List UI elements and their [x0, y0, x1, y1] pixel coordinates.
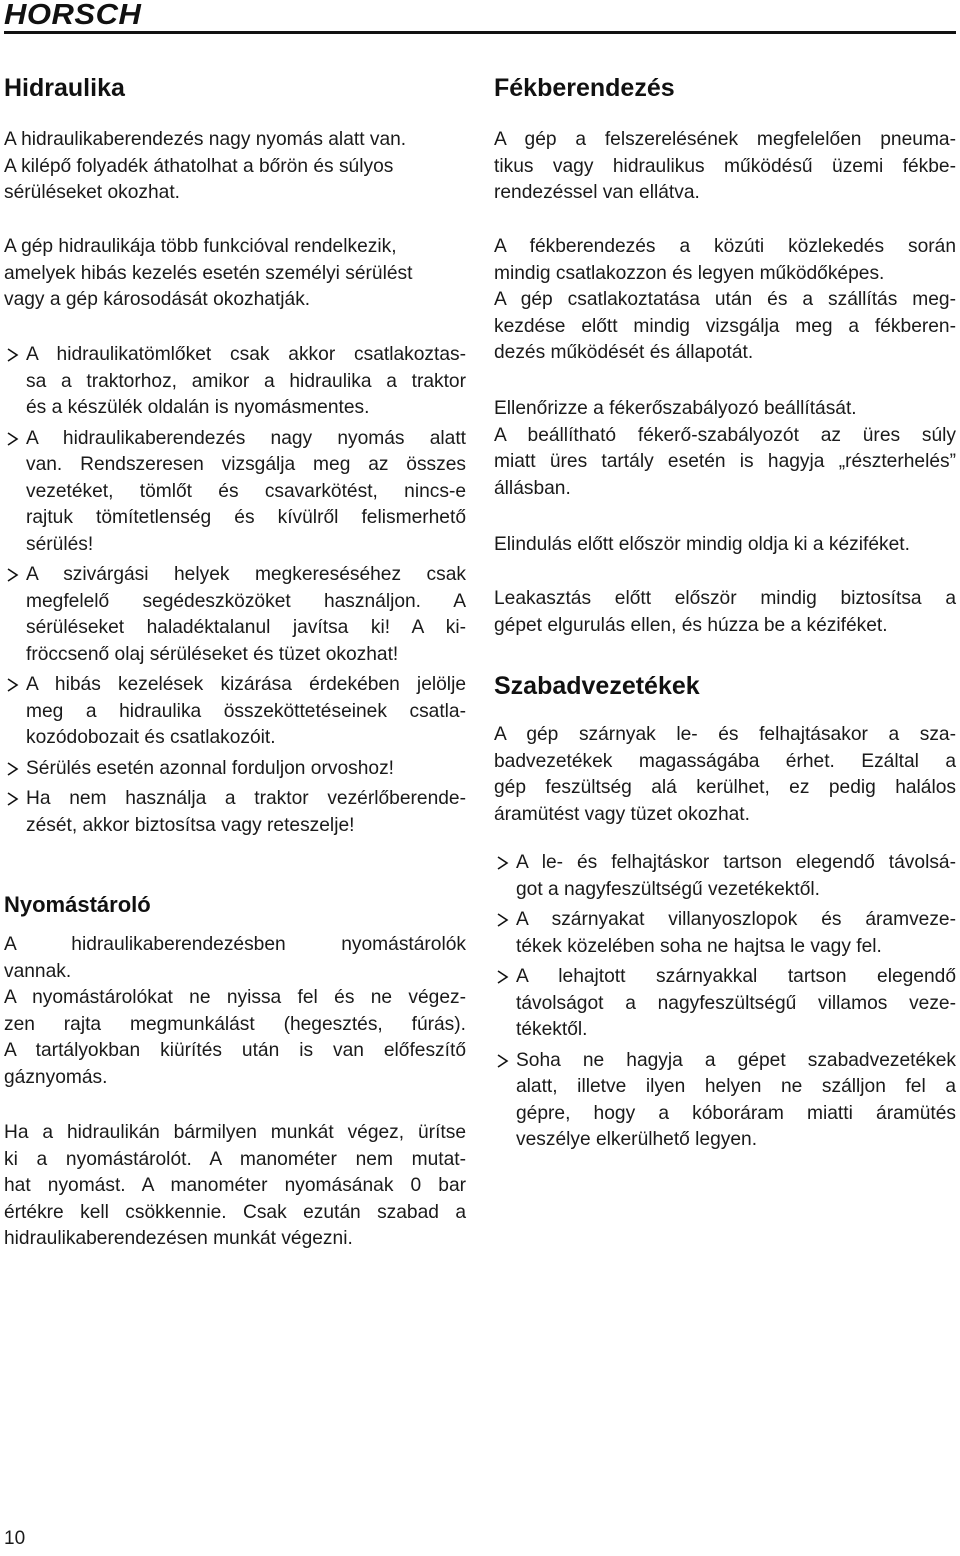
page-number: 10 [4, 1528, 26, 1549]
arrow-bullet-icon [495, 850, 511, 876]
brakes-handbrake-start: Elindulás előtt először mindig oldja ki a kéziféket. [494, 534, 910, 555]
arrow-bullet-icon [5, 756, 21, 782]
page-header [4, 0, 956, 36]
brakes-connection: A fékberendezés a közúti közlekedés során mindig csatlakozzon és legyen működőképes. A gép csatlakoztatása után és a szállítás meg- kezdése előtt mindig vizsgálja meg a fékberen- dezés működését és állapotát. [494, 236, 956, 363]
hydraulics-bullet-list [4, 342, 466, 839]
arrow-bullet-icon [495, 964, 511, 990]
arrow-bullet-icon [5, 562, 21, 588]
hydraulics-intro: A hidraulikaberendezés nagy nyomás alatt van. A kilépő folyadék áthatolhat a bőrön és súlyos sérüléseket okozhat. [4, 129, 407, 203]
accumulator-intro: A hidraulikaberendezésben nyomástárolók vannak. A nyomástárolókat ne nyissa fel és ne végez- zen rajta megmunkálást (hegesztés, fúrás). A tartályokban kiürítés után is van előfeszítő gáznyomás. [4, 934, 466, 1088]
brakes-uncoupling: Leakasztás előtt először mindig biztosítsa a gépet elgurulás ellen, és húzza be a kéziféket. [494, 588, 956, 636]
list-item: A hidraulikatömlőket csak akkor csatlakoztas- sa a traktorhoz, amikor a hidraulika a traktor és a készülék oldalán is nyomásmentes. [4, 342, 466, 422]
list-item: A szárnyakat villanyoszlopok és áramveze- tékek közelében soha ne hajtsa le vagy fel. [494, 907, 956, 960]
list-item: Ha nem használja a traktor vezérlőberende- zését, akkor biztosítsa vagy reteszelje! [4, 786, 466, 839]
brakes-intro: A gép a felszerelésének megfelelően pneuma- tikus vagy hidraulikus működésű üzemi fékbe- rendezéssel van ellátva. [494, 129, 956, 203]
list-item: A hidraulikaberendezés nagy nyomás alatt van. Rendszeresen vizsgálja meg az összes vezetéket, tömlőt és csavarkötést, nincs-e rajtuk tömítetlenség és kívülről felismerhető sérülés! [4, 426, 466, 559]
overhead-lines-bullet-list [494, 850, 956, 1154]
section-title-overhead-lines: Szabadvezetékek [494, 672, 700, 700]
list-item: A hibás kezelések kizárása érdekében jelölje meg a hidraulika összeköttetéseinek csatla- kozódobozait és csatlakozóit. [4, 672, 466, 752]
arrow-bullet-icon [5, 342, 21, 368]
section-title-hydraulics: Hidraulika [4, 74, 125, 102]
header-rule [4, 31, 956, 34]
list-item: A lehajtott szárnyakkal tartson elegendő távolságot a nagyfeszültségű villamos veze- tékektől. [494, 964, 956, 1044]
arrow-bullet-icon [495, 907, 511, 933]
section-title-accumulator: Nyomástároló [4, 892, 151, 917]
horsch-logo: HORSCH [4, 0, 142, 31]
arrow-bullet-icon [5, 426, 21, 452]
arrow-bullet-icon [495, 1048, 511, 1074]
arrow-bullet-icon [5, 672, 21, 698]
brakes-regulator: Ellenőrizze a fékerőszabályozó beállítását. A beállítható fékerő-szabályozót az üres súly miatt üres tartály esetén is hagyja „részterhelés” állásban. [494, 398, 956, 499]
hydraulics-functions: A gép hidraulikája több funkcióval rendelkezik, amelyek hibás kezelés esetén személyi sérülést vagy a gép károsodását okozhatják. [4, 236, 413, 310]
overhead-lines-intro: A gép szárnyak le- és felhajtásakor a sza- badvezetékek magasságába érhet. Ezáltal a gép feszültség alá kerülhet, ez pedig halálos áramütést vagy tüzet okozhat. [494, 724, 956, 825]
accumulator-procedure: Ha a hidraulikán bármilyen munkát végez, ürítse ki a nyomástárolót. A manométer nem mutat- hat nyomást. A manométer nyomásának 0 bar értékre kell csökkennie. Csak ezután szabad a hidraulikaberendezésen munkát végezni. [4, 1122, 466, 1249]
list-item: A le- és felhajtáskor tartson elegendő távolsá- got a nagyfeszültségű vezetékektől. [494, 850, 956, 903]
section-title-brakes: Fékberendezés [494, 74, 675, 102]
list-item: A szivárgási helyek megkereséséhez csak megfelelő segédeszközöket használjon. A sérüléseket haladéktalanul javítsa ki! A ki- fröccsenő olaj sérüléseket és tüzet okozhat! [4, 562, 466, 668]
list-item: Soha ne hagyja a gépet szabadvezetékek alatt, illetve ilyen helyen ne szálljon fel a gépre, hogy a kóboráram miatti áramütés veszélye elkerülhető legyen. [494, 1048, 956, 1154]
arrow-bullet-icon [5, 786, 21, 812]
list-item: Sérülés esetén azonnal forduljon orvoshoz! [4, 756, 466, 783]
